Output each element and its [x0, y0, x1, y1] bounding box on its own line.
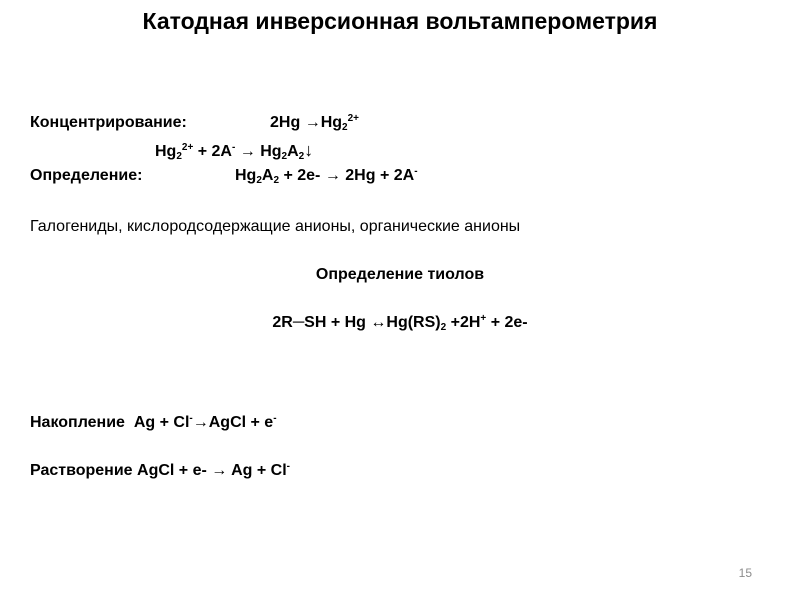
- precipitate-arrow-icon: ↓: [304, 140, 314, 160]
- anion-description: Галогениды, кислородсодержащие анионы, органические анионы: [30, 218, 521, 235]
- dissolution-label: Растворение: [30, 462, 133, 479]
- accumulation-label: Накопление: [30, 414, 125, 431]
- determination-equation: $Hg_2A_2 + 2e- \to 2Hg + 2A^-$: [235, 166, 418, 186]
- concentration-label: Концентрирование:: [30, 114, 187, 131]
- concentration-equation-1: $2Hg \to Hg_2^{2+}$: [270, 113, 359, 133]
- dissolution-line: Растворение AgCl + e- → Ag + Cl-: [30, 461, 291, 479]
- reversible-arrow-icon: ↔: [370, 314, 387, 331]
- thiols-heading: Определение тиолов: [315, 266, 485, 283]
- thiols-equation: 2R─SH + Hg $\leftrightarrow Hg(RS)_2 +2H^+ + 2e-$: [272, 313, 528, 333]
- page-number: 15: [738, 566, 752, 580]
- concentration-equation-2: $Hg_2^{2+} + 2A^-$ → $Hg_2A_2↓$: [155, 140, 314, 162]
- accumulation-line: Накопление Ag + Cl-→AgCl + e-: [30, 413, 277, 431]
- slide-title: Катодная инверсионная вольтамперометрия: [142, 8, 658, 34]
- determination-label: Определение:: [30, 167, 143, 184]
